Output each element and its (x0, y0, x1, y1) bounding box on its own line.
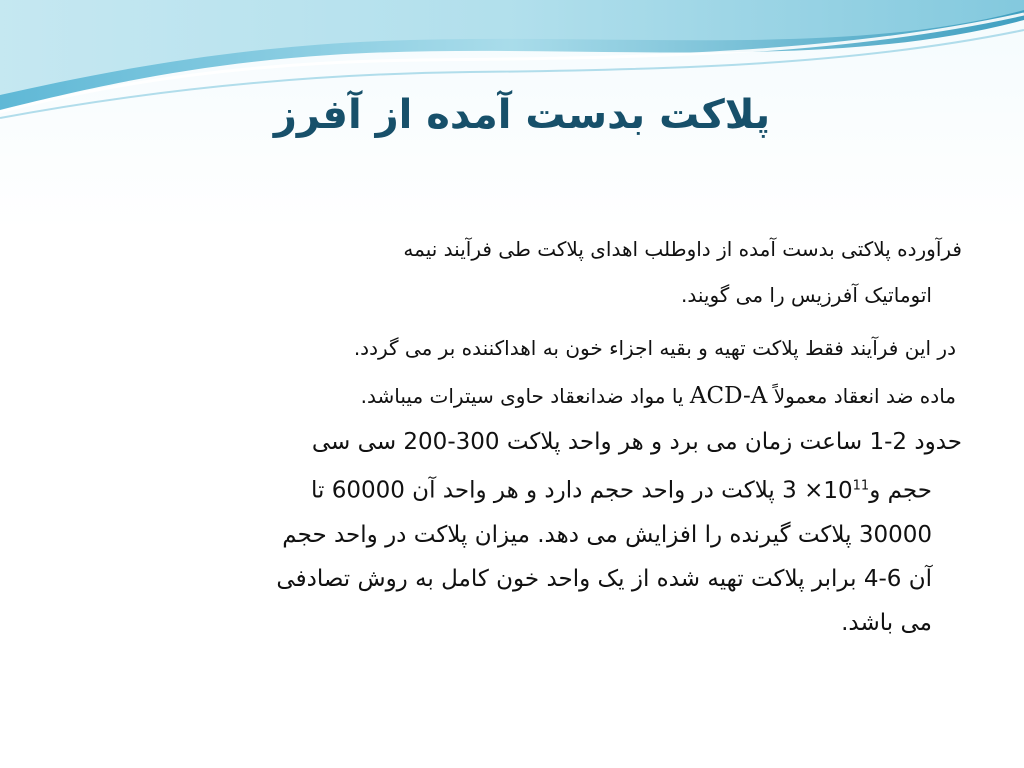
paragraph-2-line-2 (354, 372, 956, 420)
paragraph-3-line-4: آن 6-4 برابر پلاکت تهیه شده از یک واحد خون کامل به روش تصادفی (276, 565, 932, 592)
paragraph-1-line-2: اتوماتیک آفرزیس را می گویند. (681, 283, 932, 307)
paragraph-apheresis-details (110, 420, 962, 645)
paragraph-apheresis-process (354, 324, 956, 420)
platelet-count-power (823, 478, 869, 504)
paragraph-3-line-1: حدود 2-1 ساعت زمان می برد و هر واحد پلاکت 300-200 سی سی (311, 429, 962, 455)
slide-title: پلاکت بدست آمده از آفرز (273, 92, 771, 138)
paragraph-2-line-1: در این فرآیند فقط پلاکت تهیه و بقیه اجزاء خون به اهداکننده بر می گردد. (353, 336, 956, 360)
paragraph-3-line-2-before: حجم و (869, 477, 932, 504)
paragraph-3-line-3: 30000 پلاکت گیرنده را افزایش می دهد. میزان پلاکت در واحد حجم (282, 521, 932, 548)
paragraph-3-line-5: می باشد. (841, 609, 932, 636)
paragraph-3-line-2 (110, 464, 962, 513)
paragraph-apheresis-definition (403, 226, 962, 318)
anticoagulant-name: ACD-A (689, 383, 768, 409)
paragraph-2-line-2-before: ماده ضد انعقاد معمولاً (773, 384, 956, 408)
paragraph-3-line-2-after: × 3 پلاکت در واحد حجم دارد و هر واحد آن 60000 تا (310, 477, 824, 504)
paragraph-2-line-2-after: یا مواد ضدانعقاد حاوی سیترات میباشد. (360, 384, 684, 408)
power-base: 10 (823, 477, 853, 504)
power-exponent: 11 (852, 478, 870, 493)
paragraph-1-line-1: فرآورده پلاکتی بدست آمده از داوطلب اهدای پلاکت طی فرآیند نیمه (403, 237, 962, 261)
